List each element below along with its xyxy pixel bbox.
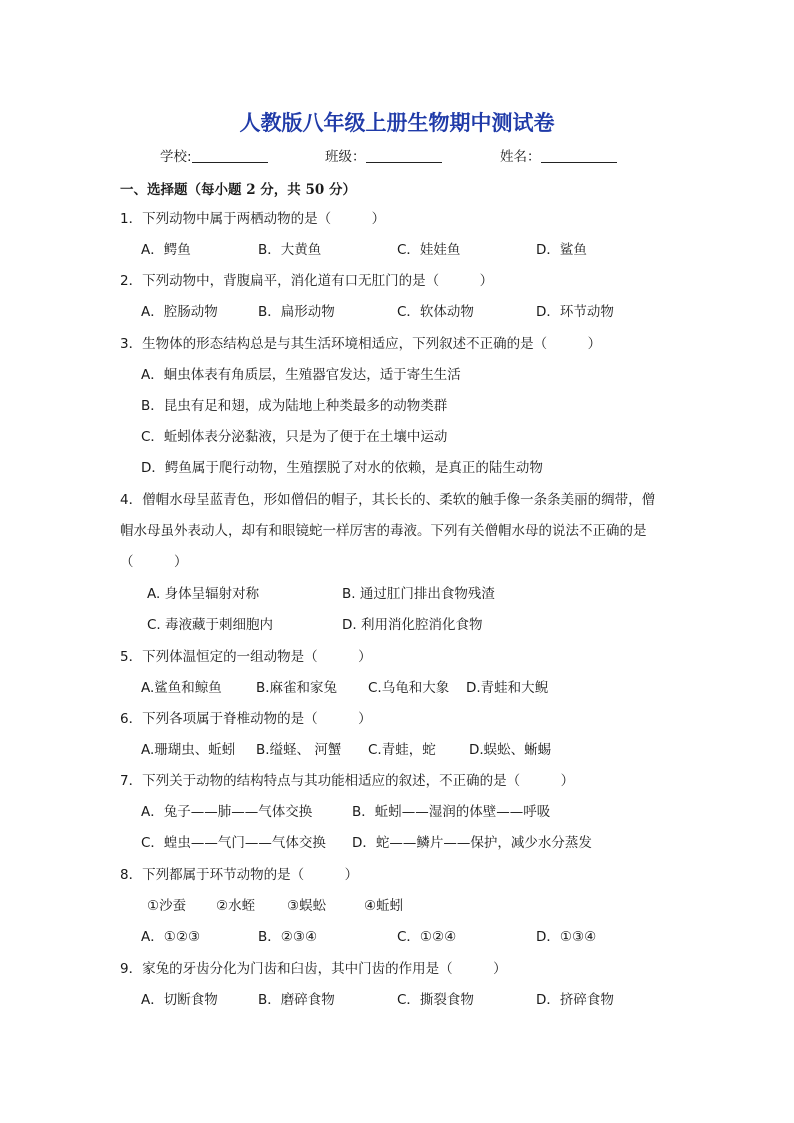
q6-option-a: A.珊瑚虫、蚯蚓	[141, 742, 236, 758]
q4-option-d: D. 利用消化腔消化食物	[342, 617, 483, 633]
question-5-stem: 5．下列体温恒定的一组动物是（ ）	[120, 649, 372, 665]
q6-option-c: C.青蛙，蛇	[368, 742, 436, 758]
q7-option-b: B．蚯蚓——湿润的体壁——呼吸	[352, 804, 551, 820]
q8-option-a: A．①②③	[141, 929, 201, 945]
question-2-stem: 2．下列动物中，背腹扁平，消化道有口无肛门的是（ ）	[120, 273, 494, 289]
q3-option-b: B．昆虫有足和翅，成为陆地上种类最多的动物类群	[141, 398, 448, 414]
q8-item-4: ④蚯蚓	[364, 898, 404, 914]
q8-option-c: C．①②④	[397, 929, 457, 945]
class-label: 班级：	[325, 149, 366, 165]
q2-option-d: D．环节动物	[536, 304, 614, 320]
q8-item-2: ②水蛭	[216, 898, 256, 914]
q3-option-a: A．蛔虫体表有角质层，生殖器官发达，适于寄生生活	[141, 367, 461, 383]
section-heading: 一、选择题（每小题 2 分，共 50 分）	[120, 182, 356, 198]
q5-option-c: C.乌龟和大象	[368, 680, 450, 696]
q4-option-b: B. 通过肛门排出食物残渣	[342, 586, 495, 602]
q1-option-a: A．鳄鱼	[141, 242, 191, 258]
q7-option-a: A．兔子——肺——气体交换	[141, 804, 313, 820]
question-6-stem: 6．下列各项属于脊椎动物的是（ ）	[120, 711, 372, 727]
q2-option-a: A．腔肠动物	[141, 304, 218, 320]
class-blank	[366, 148, 442, 163]
q8-item-3: ③蜈蚣	[287, 898, 327, 914]
q5-option-d: D.青蛙和大鲵	[466, 680, 549, 696]
q6-option-b: B.缢蛏、 河蟹	[256, 742, 342, 758]
question-3-stem: 3．生物体的形态结构总是与其生活环境相适应，下列叙述不正确的是（ ）	[120, 336, 602, 352]
q2-option-b: B．扁形动物	[258, 304, 335, 320]
q4-option-c: C. 毒液藏于刺细胞内	[147, 617, 274, 633]
question-9-stem: 9．家兔的牙齿分化为门齿和臼齿，其中门齿的作用是（ ）	[120, 961, 507, 977]
school-field	[160, 145, 268, 165]
name-field	[500, 145, 617, 165]
q9-option-a: A．切断食物	[141, 992, 218, 1008]
question-4-stem-line1: 4．僧帽水母呈蓝青色，形如僧侣的帽子，其长长的、柔软的触手像一条条美丽的绸带，僧	[120, 492, 656, 508]
name-blank	[541, 148, 617, 163]
q9-option-c: C．撕裂食物	[397, 992, 474, 1008]
q3-option-c: C．蚯蚓体表分泌黏液，只是为了便于在土壤中运动	[141, 429, 448, 445]
q1-option-b: B．大黄鱼	[258, 242, 322, 258]
question-4-stem-line3: （ ）	[120, 554, 188, 570]
q3-option-d: D．鳄鱼属于爬行动物，生殖摆脱了对水的依赖，是真正的陆生动物	[141, 460, 543, 476]
class-field	[325, 145, 442, 165]
question-4-stem-line2: 帽水母虽外表动人，却有和眼镜蛇一样厉害的毒液。下列有关僧帽水母的说法不正确的是	[120, 523, 647, 539]
question-8-stem: 8．下列都属于环节动物的是（ ）	[120, 867, 359, 883]
q2-option-c: C．软体动物	[397, 304, 474, 320]
q4-option-a: A. 身体呈辐射对称	[147, 586, 260, 602]
question-1-stem: 1．下列动物中属于两栖动物的是（ ）	[120, 211, 386, 227]
q7-option-d: D．蛇——鳞片——保护，减少水分蒸发	[352, 835, 592, 851]
q8-item-1: ①沙蚕	[147, 898, 187, 914]
school-label: 学校:	[160, 149, 192, 165]
exam-title: 人教版八年级上册生物期中测试卷	[239, 110, 555, 135]
q8-option-d: D．①③④	[536, 929, 597, 945]
q7-option-c: C．蝗虫——气门——气体交换	[141, 835, 326, 851]
q9-option-b: B．磨碎食物	[258, 992, 335, 1008]
q1-option-c: C．娃娃鱼	[397, 242, 461, 258]
question-7-stem: 7．下列关于动物的结构特点与其功能相适应的叙述，不正确的是（ ）	[120, 773, 575, 789]
q1-option-d: D．鲨鱼	[536, 242, 587, 258]
school-blank	[192, 148, 268, 163]
name-label: 姓名：	[500, 149, 541, 165]
q6-option-d: D.蜈蚣、蜥蜴	[469, 742, 552, 758]
q9-option-d: D．挤碎食物	[536, 992, 614, 1008]
q8-option-b: B．②③④	[258, 929, 318, 945]
q5-option-a: A.鲨鱼和鲸鱼	[141, 680, 222, 696]
q5-option-b: B.麻雀和家兔	[256, 680, 338, 696]
